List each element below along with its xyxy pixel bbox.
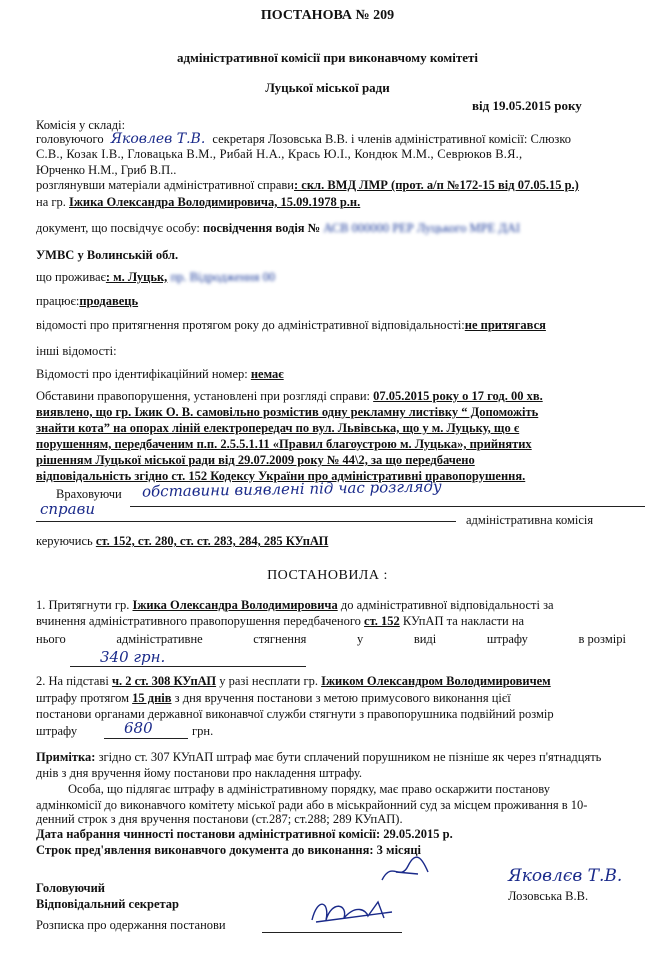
considering-label: Враховуючи [56, 487, 122, 501]
handwritten-double-fine: 680 [124, 719, 153, 737]
circumstances-2: виявлено, що гр. Іжик О. В. самовільно розмістив одну рекламну листівку “ Допоможіть [36, 405, 539, 419]
appeal-line2: адмінкомісії до виконавчого комітету міської ради або в міськрайонний суд за місцем проживання в 10- [36, 798, 588, 812]
doc-subtitle-2: Луцької міської ради [265, 80, 390, 95]
other-info-label: інші відомості: [36, 344, 117, 358]
circumstances-3: знайти кота” на опорах ліній електропередач по вул. Львівська, що у м. Луцьку, що є [36, 421, 520, 435]
chairman-signature-name: Яковлєв Т.В. [508, 866, 623, 886]
redacted-address: пр. Відродження 00 [170, 270, 276, 284]
note-line2: днів з дня вручення йому постанови про накладення штрафу. [36, 766, 362, 780]
chairman-label: Головуючий [36, 881, 105, 895]
circumstances-6: відповідальність згідно ст. 152 Кодексу України про адміністративні правопорушення. [36, 469, 526, 483]
handwritten-head-name: Яковлев Т.В. [110, 131, 206, 147]
point1-line3: нього адміністративне стягнення у виді штрафу в розмірі [36, 632, 626, 646]
resolved-heading: ПОСТАНОВИЛА : [267, 568, 388, 583]
redacted-id: АСВ 000000 РЕР Луцького МРЕ ДАІ [323, 221, 521, 235]
identity-doc-line: документ, що посвідчує особу: посвідчення водія № АСВ 000000 РЕР Луцького МРЕ ДАІ [36, 221, 521, 235]
appeal-line1: Особа, що підлягає штрафу в адміністративному порядку, має право оскаржити постанову [68, 782, 551, 796]
secretary-name: Лозовська В.В. [508, 889, 589, 903]
effective-date-line: Дата набрання чинності постанови адміністративної комісії: 29.05.2015 р. [36, 827, 453, 841]
point2-line1: 2. На підставі ч. 2 ст. 308 КУпАП у разі несплати гр. Іжиком Олександром Володимировичем [36, 674, 551, 688]
point2-line2: штрафу протягом 15 днів з дня вручення постанови з метою примусового виконання цієї [36, 691, 511, 705]
circumstances-1: Обставини правопорушення, установлені при розгляді справи: 07.05.2015 року о 17 год. 00 хв. [36, 389, 543, 403]
fine-amount-underline [70, 666, 306, 667]
employment-line: працює:продавець [36, 294, 139, 308]
commission-members-2: Юрченко Н.М., Гриб В.П.. [36, 163, 177, 177]
execution-term-line: Строк пред'явлення виконавчого документа до виконання: 3 місяці [36, 843, 422, 857]
commission-word: адміністративна комісія [466, 513, 594, 527]
double-fine-underline [104, 738, 188, 739]
handwritten-considering-2: справи [40, 500, 95, 518]
doc-title: ПОСТАНОВА № 209 [260, 8, 395, 23]
residence-line: що проживає: м. Луцьк, пр. Відродження 00 [36, 270, 276, 284]
receipt-signature-line [262, 932, 402, 933]
tax-id-line: Відомості про ідентифікаційний номер: немає [36, 367, 284, 381]
handwritten-considering-1: обставини виявлені під час розгляду [141, 477, 442, 501]
guided-by-line: керуючись ст. 152, ст. 280, ст. ст. 283, 284, 285 КУпАП [36, 534, 329, 548]
doc-subtitle: адміністративної комісії при виконавчому комітеті [176, 50, 479, 65]
currency-label: грн. [192, 724, 214, 738]
appeal-line3: денний строк з дня вручення постанови (ст.287; ст.288; 289 КУпАП). [36, 812, 403, 826]
receipt-label: Розписка про одержання постанови [36, 918, 226, 932]
circumstances-5: рішенням Луцької міської ради від 29.07.2009 року № 44\2, за що передбачено [36, 453, 475, 467]
considering-underline-2 [36, 521, 456, 522]
commission-label: Комісія у складі: [36, 118, 126, 132]
chairman-signature-icon [378, 852, 438, 888]
handwritten-fine-amount: 340 грн. [100, 648, 166, 666]
point2-line3: постанови органами державної виконавчої служби стягнути з правопорушника подвійний розмір [36, 707, 554, 721]
circumstances-4: порушенням, передбаченим п.п. 2.5.5.1.11 «Правил благоустрою м. Луцька», прийнятих [36, 437, 532, 451]
considering-underline [130, 506, 645, 507]
point1-line2: вчинення адміністративного правопорушення передбаченого ст. 152 КУпАП та накласти на [36, 614, 525, 628]
issuing-authority: УМВС у Волинській обл. [36, 248, 179, 262]
secretary-signature-icon [308, 890, 398, 930]
prior-liability-line: відомості про притягнення протягом року до адміністративної відповідальності:не притягався [36, 318, 546, 332]
secretary-label: Відповідальний секретар [36, 897, 179, 911]
point2-line4: штрафу [36, 724, 78, 738]
doc-date: від 19.05.2015 року [472, 98, 582, 113]
case-materials: розглянувши матеріали адміністративної справи: скл. ВМД ЛМР (прот. а/п №172-15 від 07.05.15 р.) [36, 178, 579, 192]
offender-name-line: на гр. Іжика Олександра Володимировича, 15.09.1978 р.н. [36, 195, 361, 209]
point1-line1: 1. Притягнути гр. Іжика Олександра Володимировича до адміністративної відповідальності за [36, 598, 554, 612]
note-line1: Примітка: згідно ст. 307 КУпАП штраф має бути сплачений порушником не пізніше як через п'ятнадцять [36, 750, 602, 764]
commission-head: головуючого Яковлев Т.В. секретаря Лозовська В.В. і членів адміністративної комісії: Слюзко [36, 131, 572, 147]
commission-members-1: С.В., Козак І.В., Гловацька В.М., Рибай Н.А., Крась Ю.І., Кондюк М.М., Севрюков В.Я., [36, 147, 523, 161]
